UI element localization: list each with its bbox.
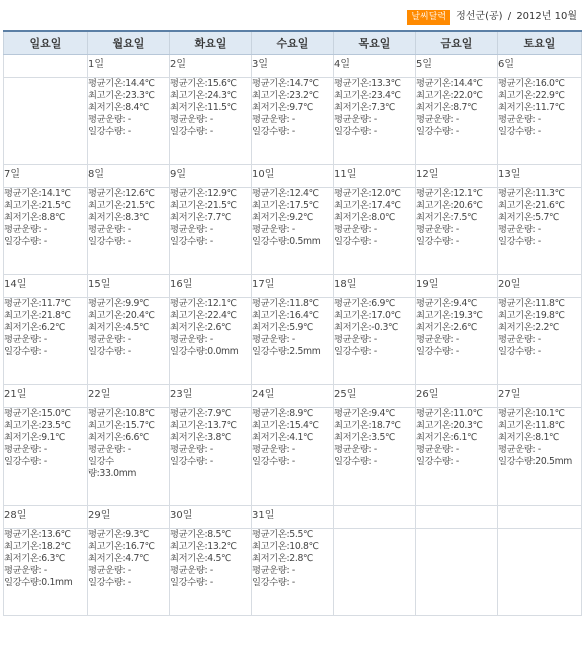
weather-stat: 일강수량: - xyxy=(88,577,131,588)
weather-stat: 평균운량: - xyxy=(252,334,295,345)
day-number: 22일 xyxy=(88,385,170,408)
weather-stat: 평균운량: - xyxy=(416,114,459,125)
weather-stat: 최고기온:21.5℃ xyxy=(170,200,237,211)
weather-stat: 최고기온:23.5℃ xyxy=(4,420,71,431)
weekday-header: 목요일 xyxy=(334,31,416,55)
day-number: 15일 xyxy=(88,275,170,298)
date-row xyxy=(4,165,582,188)
date-row xyxy=(4,55,582,78)
weather-stat: 평균운량: - xyxy=(334,224,377,235)
weather-stat: 평균기온:7.9℃ xyxy=(170,408,232,419)
weather-stat: 최고기온:19.8℃ xyxy=(498,310,565,321)
weather-stat: 평균운량: - xyxy=(416,444,459,455)
weather-stat: 평균기온:9.9℃ xyxy=(88,298,150,309)
weather-stat: 최고기온:16.4℃ xyxy=(252,310,319,321)
weekday-header: 수요일 xyxy=(252,31,334,55)
weather-stat: 평균기온:13.3℃ xyxy=(334,78,401,89)
month-label: 2012년 10월 xyxy=(516,11,577,22)
weather-stat: 평균운량: - xyxy=(4,565,47,576)
weather-stat: 일강수량: - xyxy=(252,577,295,588)
weather-stat: 평균운량: - xyxy=(4,334,47,345)
weather-stat: 일강수량: - xyxy=(334,456,377,467)
weather-stat: 일강수량: - xyxy=(170,456,213,467)
day-number: 29일 xyxy=(88,506,170,529)
weather-stat: 평균운량: - xyxy=(498,224,541,235)
weather-stat: 평균운량: - xyxy=(252,565,295,576)
weather-stat: 평균기온:10.8℃ xyxy=(88,408,155,419)
weather-stat: 평균기온:11.7℃ xyxy=(4,298,71,309)
day-number: 28일 xyxy=(4,506,88,529)
weather-stat: 평균기온:14.1℃ xyxy=(4,188,71,199)
weather-stat: 최고기온:20.3℃ xyxy=(416,420,483,431)
weather-stat: 최고기온:19.3℃ xyxy=(416,310,483,321)
weather-stat: 최저기온:5.9℃ xyxy=(252,322,314,333)
weather-stat: 평균기온:14.7℃ xyxy=(252,78,319,89)
weather-stat: 평균운량: - xyxy=(498,114,541,125)
weather-row xyxy=(4,408,582,506)
day-number: 13일 xyxy=(498,165,582,188)
weather-stat: 일강수량: - xyxy=(498,346,541,357)
weather-calendar-table xyxy=(3,30,582,616)
day-number: 8일 xyxy=(88,165,170,188)
weather-stat: 평균운량: - xyxy=(252,224,295,235)
weather-stat: 최고기온:21.6℃ xyxy=(498,200,565,211)
weather-stat: 량:33.0mm xyxy=(88,468,137,479)
weather-stat: 일강수량:0.1mm xyxy=(4,577,73,588)
day-number: 10일 xyxy=(252,165,334,188)
weather-stat: 일강수량: - xyxy=(88,346,131,357)
day-number: 11일 xyxy=(334,165,416,188)
weather-stat: 평균운량: - xyxy=(170,224,213,235)
day-number xyxy=(334,506,416,529)
weather-stat: 일강수량: - xyxy=(334,126,377,137)
weather-cell xyxy=(170,188,252,275)
weather-stat: 최저기온:9.1℃ xyxy=(4,432,66,443)
weather-cell xyxy=(4,188,88,275)
weather-stat: 일강수량: - xyxy=(334,236,377,247)
weather-stat: 최저기온:8.8℃ xyxy=(4,212,66,223)
weather-cell xyxy=(416,529,498,616)
weather-stat: 일강수량:0.0mm xyxy=(170,346,239,357)
weather-stat: 일강수량: - xyxy=(334,346,377,357)
weather-stat: 일강수량: - xyxy=(416,236,459,247)
weather-stat: 평균기온:14.4℃ xyxy=(88,78,155,89)
weather-cell xyxy=(334,298,416,385)
weather-stat: 최저기온:8.7℃ xyxy=(416,102,478,113)
weather-stat: 최저기온:8.1℃ xyxy=(498,432,560,443)
weather-cell xyxy=(334,78,416,165)
weather-stat: 평균기온:13.6℃ xyxy=(4,529,71,540)
weather-stat: 일강수량: - xyxy=(416,456,459,467)
weather-stat: 평균운량: - xyxy=(416,224,459,235)
weather-stat: 최고기온:20.4℃ xyxy=(88,310,155,321)
day-number: 26일 xyxy=(416,385,498,408)
weather-stat: 일강수량: - xyxy=(88,236,131,247)
weather-stat: 평균기온:12.0℃ xyxy=(334,188,401,199)
weather-stat: 평균운량: - xyxy=(88,224,131,235)
weather-stat: 일강수량: - xyxy=(252,126,295,137)
weather-stat: 평균기온:14.4℃ xyxy=(416,78,483,89)
weather-stat: 평균기온:9.4℃ xyxy=(416,298,478,309)
weather-stat: 평균운량: - xyxy=(4,444,47,455)
weather-stat: 평균기온:10.1℃ xyxy=(498,408,565,419)
weather-cell xyxy=(88,188,170,275)
weekday-header: 일요일 xyxy=(4,31,88,55)
weather-stat: 최저기온:2.2℃ xyxy=(498,322,560,333)
weekday-header: 금요일 xyxy=(416,31,498,55)
weather-cell xyxy=(498,188,582,275)
weather-row xyxy=(4,78,582,165)
weather-stat: 최저기온:8.0℃ xyxy=(334,212,396,223)
weather-stat: 평균운량: - xyxy=(334,444,377,455)
weekday-header: 월요일 xyxy=(88,31,170,55)
weekday-header: 토요일 xyxy=(498,31,582,55)
date-row xyxy=(4,385,582,408)
weather-stat: 최저기온:9.2℃ xyxy=(252,212,314,223)
weather-cell xyxy=(170,529,252,616)
weather-stat: 최고기온:23.3℃ xyxy=(88,90,155,101)
calendar-body xyxy=(4,55,582,616)
header-bar xyxy=(0,0,585,30)
weather-stat: 평균기온:12.1℃ xyxy=(416,188,483,199)
day-number: 14일 xyxy=(4,275,88,298)
weather-stat: 최고기온:21.5℃ xyxy=(4,200,71,211)
weather-stat: 최고기온:13.2℃ xyxy=(170,541,237,552)
weather-stat: 최저기온:4.5℃ xyxy=(170,553,232,564)
weather-stat: 평균운량: - xyxy=(498,334,541,345)
date-row xyxy=(4,506,582,529)
weather-stat: 최고기온:21.8℃ xyxy=(4,310,71,321)
weather-cell xyxy=(4,78,88,165)
weather-stat: 일강수량: - xyxy=(498,126,541,137)
weather-stat: 평균기온:15.6℃ xyxy=(170,78,237,89)
weather-cell xyxy=(498,408,582,506)
weather-stat: 최고기온:10.8℃ xyxy=(252,541,319,552)
weather-stat: 최저기온:7.5℃ xyxy=(416,212,478,223)
weather-stat: 일강수량: - xyxy=(416,126,459,137)
weather-cell xyxy=(252,78,334,165)
day-number: 9일 xyxy=(170,165,252,188)
weather-stat: 일강수량: - xyxy=(170,126,213,137)
weather-stat: 최고기온:15.7℃ xyxy=(88,420,155,431)
weather-stat: 일강수량:2.5mm xyxy=(252,346,321,357)
location-label: 정선군(공) xyxy=(456,11,503,22)
weather-stat: 최저기온:4.1℃ xyxy=(252,432,314,443)
weather-cell xyxy=(416,188,498,275)
weather-cell xyxy=(170,408,252,506)
day-number: 30일 xyxy=(170,506,252,529)
day-number: 31일 xyxy=(252,506,334,529)
weekday-header: 화요일 xyxy=(170,31,252,55)
weather-stat: 평균운량: - xyxy=(170,444,213,455)
weather-stat: 최고기온:23.2℃ xyxy=(252,90,319,101)
weather-stat: 평균기온:12.6℃ xyxy=(88,188,155,199)
weather-stat: 최저기온:7.3℃ xyxy=(334,102,396,113)
weather-stat: 평균기온:8.9℃ xyxy=(252,408,314,419)
day-number: 2일 xyxy=(170,55,252,78)
weather-stat: 최고기온:24.3℃ xyxy=(170,90,237,101)
weekday-header-row xyxy=(4,31,582,55)
weather-stat: 평균운량: - xyxy=(170,334,213,345)
weather-cell xyxy=(498,298,582,385)
weather-stat: 일강수량: - xyxy=(170,577,213,588)
weather-stat: 최저기온:11.5℃ xyxy=(170,102,237,113)
weather-stat: 평균운량: - xyxy=(334,114,377,125)
weather-row xyxy=(4,298,582,385)
weather-stat: 최고기온:17.0℃ xyxy=(334,310,401,321)
weather-stat: 평균운량: - xyxy=(498,444,541,455)
day-number: 19일 xyxy=(416,275,498,298)
weather-stat: 평균운량: - xyxy=(170,114,213,125)
weather-stat: 일강수량: - xyxy=(498,236,541,247)
weather-cell xyxy=(416,408,498,506)
weather-stat: 평균운량: - xyxy=(416,334,459,345)
weather-calendar-badge[interactable]: 날씨달력 xyxy=(407,10,450,25)
weather-cell xyxy=(334,529,416,616)
weather-stat: 최고기온:13.7℃ xyxy=(170,420,237,431)
weather-stat: 최저기온:6.6℃ xyxy=(88,432,150,443)
weather-cell xyxy=(88,78,170,165)
weather-stat: 일강수량: - xyxy=(170,236,213,247)
weather-stat: 최고기온:22.4℃ xyxy=(170,310,237,321)
weather-stat: 평균기온:11.0℃ xyxy=(416,408,483,419)
weather-cell xyxy=(416,78,498,165)
day-number: 24일 xyxy=(252,385,334,408)
weather-stat: 최저기온:7.7℃ xyxy=(170,212,232,223)
day-number: 4일 xyxy=(334,55,416,78)
day-number: 3일 xyxy=(252,55,334,78)
weather-stat: 일강수량: - xyxy=(416,346,459,357)
weather-cell xyxy=(4,529,88,616)
weather-stat: 최저기온:6.1℃ xyxy=(416,432,478,443)
weather-cell xyxy=(4,408,88,506)
weather-cell xyxy=(334,408,416,506)
day-number: 12일 xyxy=(416,165,498,188)
weather-cell xyxy=(4,298,88,385)
day-number: 5일 xyxy=(416,55,498,78)
day-number xyxy=(498,506,582,529)
day-number: 18일 xyxy=(334,275,416,298)
weather-stat: 평균기온:11.3℃ xyxy=(498,188,565,199)
weather-stat: 평균기온:8.5℃ xyxy=(170,529,232,540)
header-separator: / xyxy=(507,11,512,22)
weather-cell xyxy=(88,298,170,385)
weather-stat: 평균기온:12.1℃ xyxy=(170,298,237,309)
weather-stat: 평균기온:12.4℃ xyxy=(252,188,319,199)
weather-stat: 평균기온:5.5℃ xyxy=(252,529,314,540)
weather-stat: 평균운량: - xyxy=(4,224,47,235)
weather-stat: 최저기온:3.5℃ xyxy=(334,432,396,443)
weather-stat: 평균기온:6.9℃ xyxy=(334,298,396,309)
weather-stat: 평균운량: - xyxy=(252,444,295,455)
weather-stat: 평균운량: - xyxy=(252,114,295,125)
weather-stat: 일강수량:0.5mm xyxy=(252,236,321,247)
weather-stat: 평균기온:9.4℃ xyxy=(334,408,396,419)
day-number: 1일 xyxy=(88,55,170,78)
weather-stat: 최고기온:17.5℃ xyxy=(252,200,319,211)
weather-stat: 최고기온:15.4℃ xyxy=(252,420,319,431)
weather-cell xyxy=(498,529,582,616)
weather-stat: 최고기온:21.5℃ xyxy=(88,200,155,211)
day-number: 6일 xyxy=(498,55,582,78)
weather-cell xyxy=(498,78,582,165)
weather-stat: 최저기온:6.3℃ xyxy=(4,553,66,564)
weather-stat: 평균운량: - xyxy=(88,565,131,576)
weather-stat: 일강수량: - xyxy=(4,456,47,467)
weather-stat: 최저기온:2.6℃ xyxy=(416,322,478,333)
day-number: 25일 xyxy=(334,385,416,408)
weather-stat: 최저기온:8.3℃ xyxy=(88,212,150,223)
weather-cell xyxy=(170,78,252,165)
day-number: 21일 xyxy=(4,385,88,408)
weather-cell xyxy=(252,298,334,385)
weather-stat: 최저기온:4.5℃ xyxy=(88,322,150,333)
weather-stat: 평균기온:11.8℃ xyxy=(498,298,565,309)
weather-stat: 최고기온:23.4℃ xyxy=(334,90,401,101)
weather-stat: 최저기온:8.4℃ xyxy=(88,102,150,113)
weather-stat: 최저기온:4.7℃ xyxy=(88,553,150,564)
weather-stat: 최저기온:3.8℃ xyxy=(170,432,232,443)
day-number: 7일 xyxy=(4,165,88,188)
weather-stat: 평균기온:9.3℃ xyxy=(88,529,150,540)
weather-stat: 평균운량: - xyxy=(88,114,131,125)
day-number: 17일 xyxy=(252,275,334,298)
weather-cell xyxy=(252,408,334,506)
weather-stat: 최저기온:-0.3℃ xyxy=(334,322,399,333)
day-number: 20일 xyxy=(498,275,582,298)
weather-stat: 평균운량: - xyxy=(334,334,377,345)
weather-cell xyxy=(88,408,170,506)
weather-stat: 일강수 xyxy=(88,456,114,467)
day-number xyxy=(416,506,498,529)
header-info xyxy=(407,7,577,25)
day-number xyxy=(4,55,88,78)
weather-stat: 일강수량: - xyxy=(88,126,131,137)
weather-stat: 평균기온:12.9℃ xyxy=(170,188,237,199)
weather-cell xyxy=(416,298,498,385)
day-number: 27일 xyxy=(498,385,582,408)
weather-stat: 최저기온:9.7℃ xyxy=(252,102,314,113)
weather-stat: 최고기온:17.4℃ xyxy=(334,200,401,211)
weather-stat: 최저기온:2.6℃ xyxy=(170,322,232,333)
weather-stat: 최고기온:20.6℃ xyxy=(416,200,483,211)
weather-row xyxy=(4,529,582,616)
weather-stat: 평균운량: - xyxy=(88,444,131,455)
weather-stat: 최저기온:11.7℃ xyxy=(498,102,565,113)
day-number: 23일 xyxy=(170,385,252,408)
weather-stat: 최고기온:18.7℃ xyxy=(334,420,401,431)
weather-cell xyxy=(334,188,416,275)
weather-stat: 일강수량: - xyxy=(4,236,47,247)
weather-stat: 평균운량: - xyxy=(88,334,131,345)
weather-stat: 평균기온:15.0℃ xyxy=(4,408,71,419)
weather-stat: 최고기온:22.9℃ xyxy=(498,90,565,101)
weather-cell xyxy=(252,188,334,275)
weather-stat: 일강수량: - xyxy=(4,346,47,357)
weather-stat: 최고기온:11.8℃ xyxy=(498,420,565,431)
weather-stat: 최저기온:6.2℃ xyxy=(4,322,66,333)
weather-stat: 평균기온:11.8℃ xyxy=(252,298,319,309)
weather-cell xyxy=(252,529,334,616)
date-row xyxy=(4,275,582,298)
weather-stat: 최저기온:2.8℃ xyxy=(252,553,314,564)
weather-stat: 평균운량: - xyxy=(170,565,213,576)
weather-stat: 평균기온:16.0℃ xyxy=(498,78,565,89)
weather-cell xyxy=(170,298,252,385)
weather-stat: 일강수량: - xyxy=(252,456,295,467)
weather-stat: 최고기온:18.2℃ xyxy=(4,541,71,552)
weather-stat: 일강수량:20.5mm xyxy=(498,456,573,467)
weather-stat: 최저기온:5.7℃ xyxy=(498,212,560,223)
weather-cell xyxy=(88,529,170,616)
day-number: 16일 xyxy=(170,275,252,298)
weather-stat: 최고기온:16.7℃ xyxy=(88,541,155,552)
weather-row xyxy=(4,188,582,275)
weather-stat: 최고기온:22.0℃ xyxy=(416,90,483,101)
